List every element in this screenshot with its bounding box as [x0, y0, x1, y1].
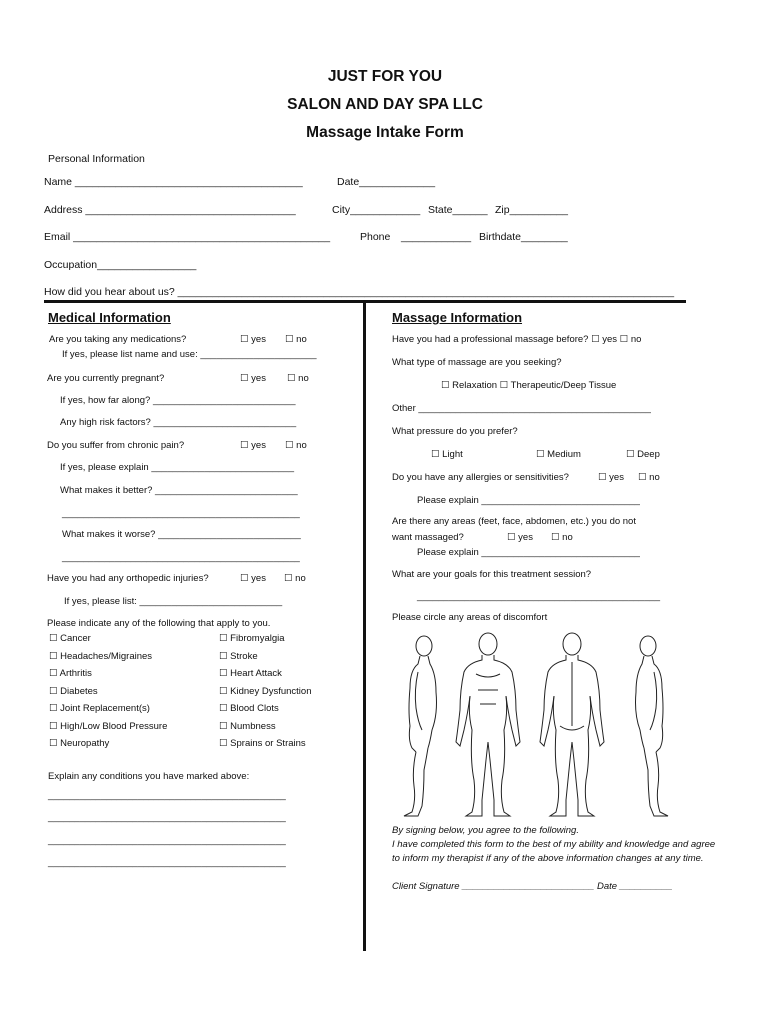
condition-checkbox[interactable]: ☐ Headaches/Migraines: [49, 651, 153, 662]
allergy-yes-checkbox[interactable]: ☐ yes: [598, 472, 624, 483]
allergy-explain-field[interactable]: Please explain ______________________________: [417, 495, 640, 506]
condition-checkbox[interactable]: ☐ Arthritis: [49, 668, 92, 679]
pressure-question: What pressure do you prefer?: [392, 426, 518, 437]
signing-note: By signing below, you agree to the following.: [392, 825, 579, 836]
phone-label: Phone: [360, 231, 391, 243]
condition-checkbox[interactable]: ☐ Stroke: [219, 651, 258, 662]
pregnant-no-checkbox[interactable]: ☐ no: [287, 373, 309, 384]
explain-line[interactable]: _____________________________________________: [48, 835, 286, 846]
body-front-figure: [456, 633, 520, 816]
condition-checkbox[interactable]: ☐ Numbness: [219, 721, 276, 732]
massage-type-options[interactable]: ☐ Relaxation ☐ Therapeutic/Deep Tissue: [441, 380, 617, 391]
condition-checkbox[interactable]: ☐ High/Low Blood Pressure: [49, 721, 168, 732]
explain-line[interactable]: _____________________________________________: [48, 812, 286, 823]
meds-no-checkbox[interactable]: ☐ no: [285, 334, 307, 345]
areas-no-checkbox[interactable]: ☐ no: [551, 532, 573, 543]
email-field[interactable]: Email ____________________________________________: [44, 231, 331, 243]
pregnant-yes-checkbox[interactable]: ☐ yes: [240, 373, 266, 384]
pressure-light-checkbox[interactable]: ☐ Light: [431, 449, 463, 460]
address-field[interactable]: Address ____________________________________: [44, 204, 296, 216]
zip-field[interactable]: Zip__________: [495, 204, 568, 216]
form-title: Massage Intake Form: [306, 124, 464, 141]
massage-other-field[interactable]: Other ____________________________________________: [392, 403, 651, 414]
body-side-right-figure: [636, 636, 669, 816]
condition-checkbox[interactable]: ☐ Diabetes: [49, 686, 98, 697]
condition-checkbox[interactable]: ☐ Kidney Dysfunction: [219, 686, 312, 697]
massage-type-question: What type of massage are you seeking?: [392, 357, 562, 368]
massage-section-title: Massage Information: [392, 310, 523, 325]
areas-explain-field[interactable]: Please explain ______________________________: [417, 547, 640, 558]
condition-checkbox[interactable]: ☐ Neuropathy: [49, 738, 110, 749]
condition-checkbox[interactable]: ☐ Joint Replacement(s): [49, 703, 150, 714]
ortho-yes-checkbox[interactable]: ☐ yes: [240, 573, 266, 584]
goals-field[interactable]: ______________________________________________: [417, 591, 661, 602]
allergy-no-checkbox[interactable]: ☐ no: [638, 472, 660, 483]
conditions-intro: Please indicate any of the following that apply to you.: [47, 618, 271, 629]
chronic-explain-field[interactable]: If yes, please explain ___________________________: [60, 462, 295, 473]
massage-before-question[interactable]: Have you had a professional massage before? ☐ yes ☐ no: [392, 334, 642, 345]
city-field[interactable]: City____________: [332, 204, 421, 216]
discomfort-label: Please circle any areas of discomfort: [392, 612, 548, 623]
risk-factors-field[interactable]: Any high risk factors? ___________________________: [60, 417, 297, 428]
occupation-field[interactable]: Occupation_________________: [44, 259, 197, 271]
explain-conditions-label: Explain any conditions you have marked above:: [48, 771, 250, 782]
chronic-yes-checkbox[interactable]: ☐ yes: [240, 440, 266, 451]
meds-question: Are you taking any medications?: [49, 334, 187, 345]
signing-agreement-line1: I have completed this form to the best of my ability and knowledge and agree: [392, 839, 716, 850]
referral-field[interactable]: How did you hear about us? _____________________________________________________________________________________: [44, 286, 675, 298]
allergy-question: Do you have any allergies or sensitivities?: [392, 472, 569, 483]
date-field[interactable]: Date_____________: [337, 176, 436, 188]
worse-extra-line[interactable]: _____________________________________________: [62, 552, 300, 563]
areas-yes-checkbox[interactable]: ☐ yes: [507, 532, 533, 543]
condition-checkbox[interactable]: ☐ Fibromyalgia: [219, 633, 285, 644]
worse-field[interactable]: What makes it worse? ___________________________: [62, 529, 301, 540]
ortho-list-field[interactable]: If yes, please list: ___________________________: [64, 596, 283, 607]
personal-section-label: Personal Information: [48, 153, 145, 165]
meds-yes-checkbox[interactable]: ☐ yes: [240, 334, 266, 345]
chronic-no-checkbox[interactable]: ☐ no: [285, 440, 307, 451]
better-field[interactable]: What makes it better? ___________________________: [60, 485, 298, 496]
pressure-deep-checkbox[interactable]: ☐ Deep: [626, 449, 660, 460]
pressure-medium-checkbox[interactable]: ☐ Medium: [536, 449, 581, 460]
signing-agreement-line2: to inform my therapist if any of the above information changes at any time.: [392, 853, 704, 864]
medical-section-title: Medical Information: [48, 310, 171, 325]
ortho-no-checkbox[interactable]: ☐ no: [284, 573, 306, 584]
areas-question-cont: want massaged?: [392, 532, 464, 543]
condition-checkbox[interactable]: ☐ Cancer: [49, 633, 91, 644]
form-org-subtitle: SALON AND DAY SPA LLC: [287, 96, 483, 113]
explain-line[interactable]: _____________________________________________: [48, 857, 286, 868]
chronic-pain-question: Do you suffer from chronic pain?: [47, 440, 185, 451]
body-side-left-figure: [404, 636, 437, 816]
how-far-field[interactable]: If yes, how far along? ___________________________: [60, 395, 296, 406]
goals-question: What are your goals for this treatment session?: [392, 569, 592, 580]
body-back-figure: [540, 633, 604, 816]
column-divider: [363, 301, 366, 951]
form-org-name: JUST FOR YOU: [327, 68, 443, 85]
meds-list-field[interactable]: If yes, please list name and use: ______________________: [62, 349, 317, 360]
client-signature-field[interactable]: Client Signature _________________________ Date __________: [392, 881, 673, 892]
pregnant-question: Are you currently pregnant?: [47, 373, 165, 384]
ortho-question: Have you had any orthopedic injuries?: [47, 573, 209, 584]
birthdate-field[interactable]: Birthdate________: [479, 231, 568, 243]
condition-checkbox[interactable]: ☐ Blood Clots: [219, 703, 279, 714]
body-diagram[interactable]: [388, 630, 684, 820]
phone-field[interactable]: ____________: [401, 231, 472, 243]
better-extra-line[interactable]: _____________________________________________: [62, 508, 300, 519]
condition-checkbox[interactable]: ☐ Heart Attack: [219, 668, 282, 679]
state-field[interactable]: State______: [428, 204, 488, 216]
explain-line[interactable]: _____________________________________________: [48, 790, 286, 801]
areas-question: Are there any areas (feet, face, abdomen, etc.) you do not: [392, 516, 636, 527]
condition-checkbox[interactable]: ☐ Sprains or Strains: [219, 738, 306, 749]
name-field[interactable]: Name _______________________________________: [44, 176, 303, 188]
